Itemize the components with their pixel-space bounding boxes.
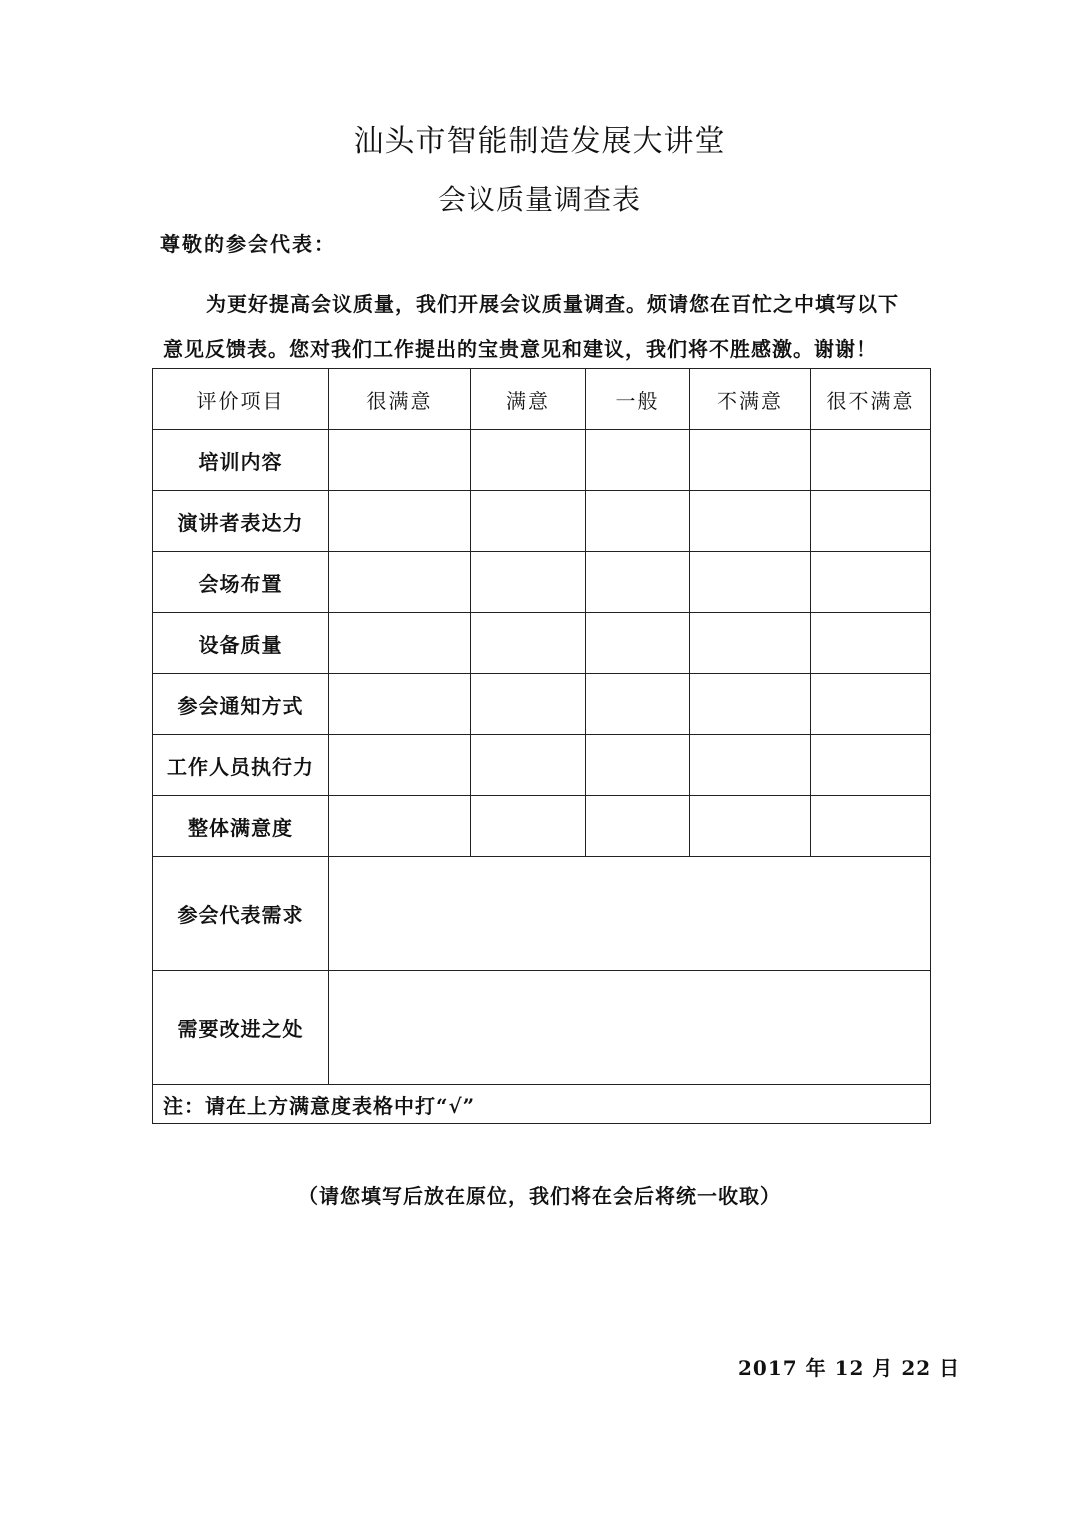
rating-cell[interactable]	[329, 552, 471, 613]
rating-cell[interactable]	[811, 735, 931, 796]
row-label-attendee-needs: 参会代表需求	[153, 857, 329, 971]
rating-cell[interactable]	[586, 796, 690, 857]
survey-table	[152, 368, 931, 1124]
rating-cell[interactable]	[811, 491, 931, 552]
rating-cell[interactable]	[329, 735, 471, 796]
table-row	[153, 735, 931, 796]
rating-cell[interactable]	[811, 552, 931, 613]
row-label-overall-satisfaction: 整体满意度	[153, 796, 329, 857]
rating-cell[interactable]	[690, 735, 811, 796]
rating-cell[interactable]	[811, 674, 931, 735]
rating-cell[interactable]	[471, 674, 586, 735]
table-row	[153, 552, 931, 613]
table-note-row	[153, 1085, 931, 1124]
table-row	[153, 971, 931, 1085]
rating-cell[interactable]	[471, 735, 586, 796]
document-title: 汕头市智能制造发展大讲堂	[353, 124, 726, 159]
table-row	[153, 491, 931, 552]
rating-cell[interactable]	[690, 491, 811, 552]
rating-cell[interactable]	[329, 430, 471, 491]
rating-cell[interactable]	[471, 430, 586, 491]
salutation: 尊敬的参会代表：	[160, 232, 336, 256]
row-label-equipment-quality: 设备质量	[153, 613, 329, 674]
row-label-notification-method: 参会通知方式	[153, 674, 329, 735]
rating-cell[interactable]	[329, 491, 471, 552]
footer-note: （请您填写后放在原位，我们将在会后将统一收取）	[298, 1184, 781, 1208]
rating-cell[interactable]	[690, 613, 811, 674]
header-very-satisfied: 很满意	[329, 369, 471, 430]
rating-cell[interactable]	[586, 491, 690, 552]
table-row	[153, 857, 931, 971]
rating-cell[interactable]	[471, 796, 586, 857]
rating-cell[interactable]	[811, 430, 931, 491]
row-label-training-content: 培训内容	[153, 430, 329, 491]
rating-cell[interactable]	[586, 735, 690, 796]
attendee-needs-field[interactable]	[329, 857, 931, 971]
rating-cell[interactable]	[811, 796, 931, 857]
rating-cell[interactable]	[586, 552, 690, 613]
intro-line-1: 为更好提高会议质量，我们开展会议质量调查。烦请您在百忙之中填写以下	[206, 292, 899, 316]
rating-cell[interactable]	[329, 613, 471, 674]
rating-cell[interactable]	[690, 796, 811, 857]
table-row	[153, 613, 931, 674]
row-label-staff-execution: 工作人员执行力	[153, 735, 329, 796]
row-label-improvements: 需要改进之处	[153, 971, 329, 1085]
table-note: 注：请在上方满意度表格中打“√”	[153, 1085, 931, 1124]
rating-cell[interactable]	[471, 491, 586, 552]
rating-cell[interactable]	[586, 430, 690, 491]
header-very-dissatisfied: 很不满意	[811, 369, 931, 430]
rating-cell[interactable]	[329, 674, 471, 735]
improvements-field[interactable]	[329, 971, 931, 1085]
header-satisfied: 满意	[471, 369, 586, 430]
table-row	[153, 796, 931, 857]
rating-cell[interactable]	[690, 430, 811, 491]
rating-cell[interactable]	[329, 796, 471, 857]
rating-cell[interactable]	[586, 613, 690, 674]
document-subtitle: 会议质量调查表	[437, 183, 641, 216]
rating-cell[interactable]	[471, 552, 586, 613]
header-item: 评价项目	[153, 369, 329, 430]
document-date: 2017 年 12 月 22 日	[738, 1356, 961, 1380]
table-row	[153, 430, 931, 491]
table-row	[153, 674, 931, 735]
rating-cell[interactable]	[690, 552, 811, 613]
header-average: 一般	[586, 369, 690, 430]
rating-cell[interactable]	[690, 674, 811, 735]
rating-cell[interactable]	[811, 613, 931, 674]
header-dissatisfied: 不满意	[690, 369, 811, 430]
row-label-speaker-expression: 演讲者表达力	[153, 491, 329, 552]
intro-line-2: 意见反馈表。您对我们工作提出的宝贵意见和建议，我们将不胜感激。谢谢！	[163, 337, 877, 361]
row-label-venue-layout: 会场布置	[153, 552, 329, 613]
rating-cell[interactable]	[471, 613, 586, 674]
rating-cell[interactable]	[586, 674, 690, 735]
table-header-row	[153, 369, 931, 430]
